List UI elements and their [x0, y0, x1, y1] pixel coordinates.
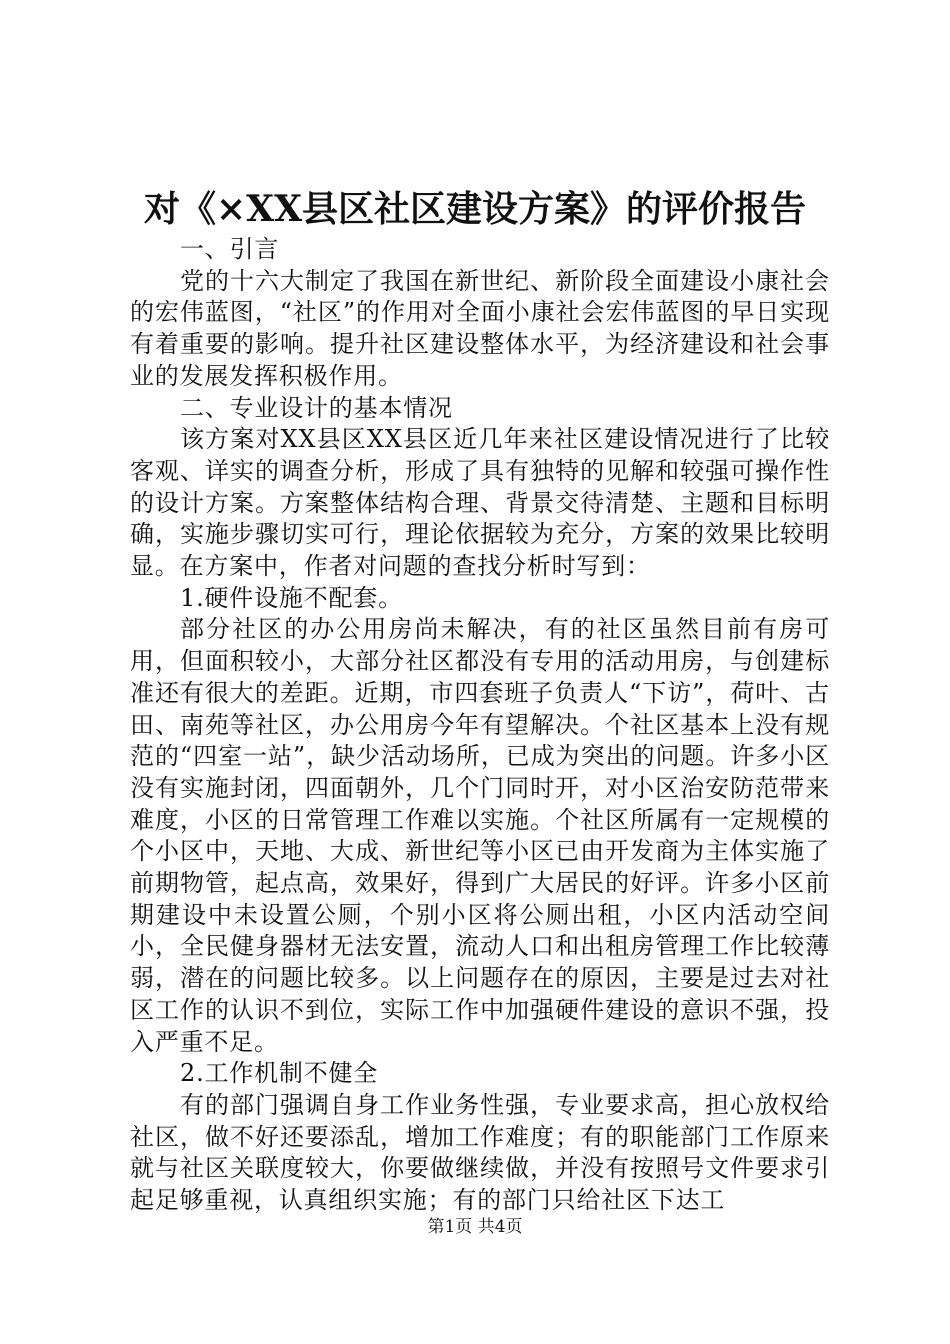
- page-footer: 第1页 共4页: [427, 1217, 523, 1237]
- paragraph-hardware: 部分社区的办公用房尚未解决，有的社区虽然目前有房可用，但面积较小，大部分社区都没有专用的活动用房，与创建标准还有很大的差距。近期，市四套班子负责人“下访”，荷叶、古田、南苑等社区，办公用房今年有望解决。个社区基本上没有规范的“四室一站”，缺少活动场所，已成为突出的问题。许多小区没有实施封闭，四面朝外，几个门同时开，对小区治安防范带来难度，小区的日常管理工作难以实施。个社区所属有一定规模的个小区中，天地、大成、新世纪等小区已由开发商为主体实施了前期物管，起点高，效果好，得到广大居民的好评。许多小区前期建设中未设置公厕，个别小区将公厕出租，小区内活动空间小，全民健身器材无法安置，流动人口和出租房管理工作比较薄弱，潜在的问题比较多。以上问题存在的原因，主要是过去对社区工作的认识不到位，实际工作中加强硬件建设的意识不强，投入严重不足。: [130, 615, 830, 1056]
- document-body: [130, 234, 830, 1217]
- paragraph-mechanism: 有的部门强调自身工作业务性强，专业要求高，担心放权给社区，做不好还要添乱，增加工作难度；有的职能部门工作原来就与社区关联度较大，你要做继续做，并没有按照号文件要求引起足够重视，认真组织实施；有的部门只给社区下达工: [130, 1090, 830, 1215]
- document-title: 对《×XX县区社区建设方案》的评价报告: [143, 188, 807, 230]
- subsection-heading-hardware: 1.硬件设施不配套。: [180, 583, 403, 612]
- paragraph-intro: 党的十六大制定了我国在新世纪、新阶段全面建设小康社会的宏伟蓝图，“社区”的作用对全面小康社会宏伟蓝图的早日实现有着重要的影响。提升社区建设整体水平，为经济建设和社会事业的发展发挥积极作用。: [130, 266, 830, 390]
- paragraph-design: 该方案对XX县区XX县区近几年来社区建设情况进行了比较客观、详实的调查分析，形成了具有独特的见解和较强可操作性的设计方案。方案整体结构合理、背景交待清楚、主题和目标明确，实施步骤切实可行，理论依据较为充分，方案的效果比较明显。在方案中，作者对问题的查找分析时写到：: [130, 425, 830, 581]
- subsection-heading-mechanism: 2.工作机制不健全: [180, 1059, 379, 1088]
- section-heading-design: 二、专业设计的基本情况: [180, 393, 453, 422]
- section-heading-intro: 一、引言: [180, 235, 280, 263]
